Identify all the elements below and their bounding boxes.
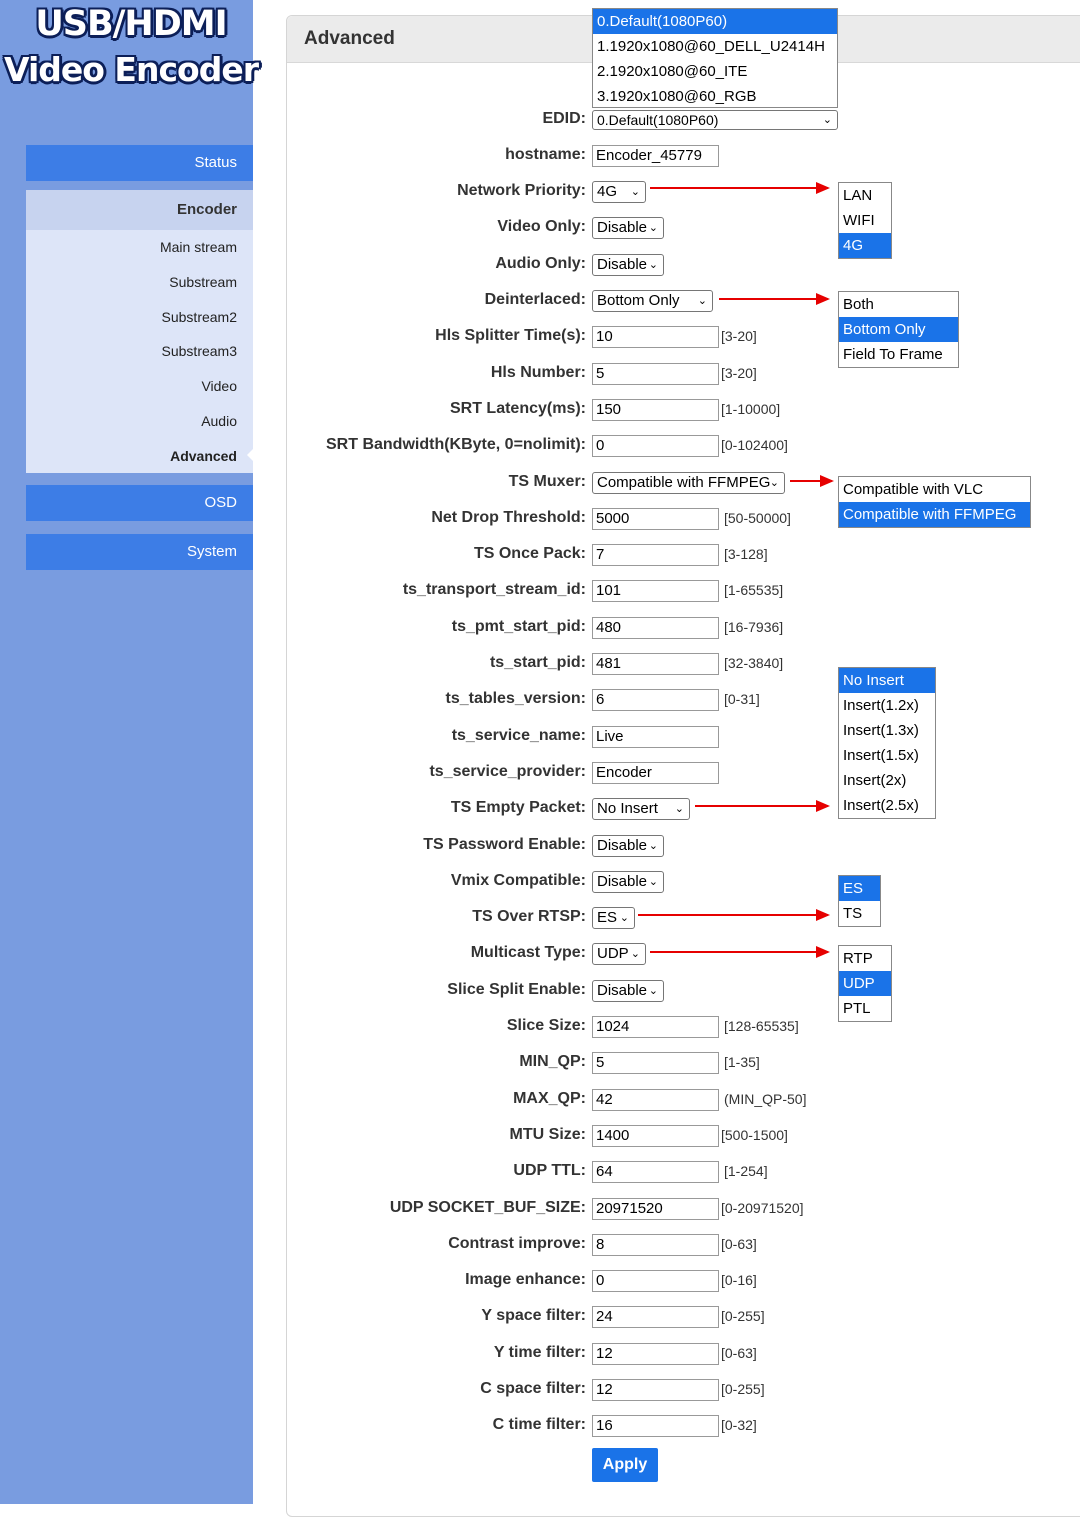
- slice-split-label: Slice Split Enable:: [447, 981, 586, 998]
- ts-once-pack-label: TS Once Pack:: [473, 545, 586, 562]
- net-drop-input[interactable]: 5000: [592, 508, 719, 530]
- ts-service-provider-label: ts_service_provider:: [429, 763, 586, 780]
- udp-ttl-range: [1-254]: [724, 1163, 768, 1179]
- image-enhance-range: [0-16]: [721, 1272, 757, 1288]
- y-time-input[interactable]: 12: [592, 1343, 719, 1365]
- hostname-label: hostname:: [505, 146, 586, 163]
- contrast-range: [0-63]: [721, 1236, 757, 1252]
- slice-split-select[interactable]: [592, 980, 664, 1002]
- active-pointer-icon: [247, 448, 254, 462]
- hls-splitter-range: [3-20]: [721, 328, 757, 344]
- edid-select[interactable]: [592, 110, 838, 130]
- max-qp-range: (MIN_QP-50]: [724, 1091, 807, 1107]
- ts-over-rtsp-value: ES: [597, 909, 618, 926]
- ts-transport-stream-id-label: ts_transport_stream_id:: [402, 581, 586, 598]
- multicast-type-dropdown: [838, 945, 892, 1022]
- empty-packet-option[interactable]: Insert(1.2x): [843, 697, 919, 714]
- nav-system[interactable]: System: [26, 534, 253, 570]
- chevron-down-icon: ⌄: [619, 912, 629, 924]
- multicast-type-label: Multicast Type:: [470, 944, 586, 961]
- hls-number-input[interactable]: 5: [592, 363, 719, 385]
- ts-pmt-start-pid-label: ts_pmt_start_pid:: [451, 618, 586, 635]
- ts-password-label: TS Password Enable:: [423, 836, 586, 853]
- red-arrow-icon: [650, 951, 828, 953]
- multicast-type-value: UDP: [597, 945, 629, 962]
- edid-label: EDID:: [542, 110, 586, 127]
- max-qp-label: MAX_QP:: [513, 1090, 586, 1107]
- nav-substream2[interactable]: Substream2: [161, 308, 237, 325]
- ts-empty-packet-label: TS Empty Packet:: [450, 799, 586, 816]
- edid-select-value: 0.Default(1080P60): [597, 112, 719, 128]
- c-space-input[interactable]: 12: [592, 1379, 719, 1401]
- empty-packet-option[interactable]: No Insert: [839, 668, 935, 693]
- hls-number-range: [3-20]: [721, 365, 757, 381]
- ts-muxer-dropdown: [838, 476, 1031, 528]
- udp-socket-buf-label: UDP SOCKET_BUF_SIZE:: [389, 1199, 586, 1216]
- chevron-down-icon: ⌄: [822, 114, 832, 126]
- audio-only-select[interactable]: [592, 254, 664, 276]
- srt-bandwidth-input[interactable]: 0: [592, 435, 719, 457]
- deinterlaced-label: Deinterlaced:: [484, 291, 586, 308]
- network-option[interactable]: LAN: [843, 187, 873, 204]
- deinterlaced-option[interactable]: Field To Frame: [843, 346, 943, 363]
- deinterlaced-value: Bottom Only: [597, 292, 680, 309]
- chevron-down-icon: ⌄: [648, 259, 658, 271]
- udp-ttl-input[interactable]: 64: [592, 1161, 719, 1183]
- network-priority-select[interactable]: [592, 181, 646, 203]
- y-time-range: [0-63]: [721, 1345, 757, 1361]
- max-qp-input[interactable]: 42: [592, 1089, 719, 1111]
- ts-start-pid-label: ts_start_pid:: [489, 654, 586, 671]
- ts-service-name-input[interactable]: Live: [592, 726, 719, 748]
- slice-split-value: Disable: [597, 982, 648, 999]
- chevron-down-icon: ⌄: [648, 985, 658, 997]
- red-arrow-icon: [719, 298, 828, 300]
- min-qp-input[interactable]: 5: [592, 1052, 719, 1074]
- udp-ttl-label: UDP TTL:: [513, 1162, 586, 1179]
- y-space-range: [0-255]: [721, 1308, 765, 1324]
- y-space-label: Y space filter:: [481, 1307, 586, 1324]
- ts-empty-packet-dropdown: [838, 667, 936, 819]
- ts-empty-packet-value: No Insert: [597, 800, 658, 817]
- multicast-option[interactable]: PTL: [843, 1000, 871, 1017]
- red-arrow-icon: [790, 480, 832, 482]
- ts-tables-version-range: [0-31]: [724, 691, 760, 707]
- ts-transport-stream-id-input[interactable]: 101: [592, 580, 719, 602]
- hls-number-label: Hls Number:: [490, 364, 586, 381]
- vmix-value: Disable: [597, 873, 648, 890]
- net-drop-range: [50-50000]: [724, 510, 791, 526]
- network-option[interactable]: WIFI: [843, 212, 875, 229]
- deinterlaced-option[interactable]: Bottom Only: [839, 317, 958, 342]
- contrast-input[interactable]: 8: [592, 1234, 719, 1256]
- chevron-down-icon: ⌄: [648, 222, 658, 234]
- nav-osd[interactable]: OSD: [26, 485, 253, 521]
- ts-password-select[interactable]: [592, 835, 664, 857]
- nav-audio[interactable]: Audio: [201, 412, 237, 429]
- ts-pmt-start-pid-input[interactable]: 480: [592, 617, 719, 639]
- video-only-value: Disable: [597, 219, 648, 236]
- chevron-down-icon: ⌄: [648, 876, 658, 888]
- audio-only-label: Audio Only:: [495, 255, 586, 272]
- min-qp-label: MIN_QP:: [519, 1053, 586, 1070]
- empty-packet-option[interactable]: Insert(2.5x): [843, 797, 919, 814]
- hostname-input[interactable]: Encoder_45779: [592, 145, 719, 167]
- rtsp-option[interactable]: ES: [839, 876, 880, 901]
- chevron-down-icon: ⌄: [648, 840, 658, 852]
- ts-over-rtsp-select[interactable]: [592, 907, 635, 929]
- ts-once-pack-range: [3-128]: [724, 546, 768, 562]
- multicast-type-select[interactable]: [592, 943, 646, 965]
- network-priority-value: 4G: [597, 183, 618, 200]
- y-time-label: Y time filter:: [493, 1344, 586, 1361]
- edid-option[interactable]: 3.1920x1080@60_RGB: [597, 88, 757, 105]
- panel-title: Advanced: [304, 28, 395, 49]
- ts-over-rtsp-dropdown: [838, 875, 881, 927]
- audio-only-value: Disable: [597, 256, 648, 273]
- ts-pmt-start-pid-range: [16-7936]: [724, 619, 784, 635]
- contrast-label: Contrast improve:: [448, 1235, 586, 1252]
- udp-socket-buf-input[interactable]: 20971520: [592, 1198, 719, 1220]
- ts-start-pid-range: [32-3840]: [724, 655, 784, 671]
- ts-muxer-value: Compatible with FFMPEG: [597, 474, 771, 491]
- nav-encoder[interactable]: Encoder: [26, 190, 253, 230]
- nav-encoder-group: [26, 190, 253, 473]
- ts-muxer-label: TS Muxer:: [508, 473, 586, 490]
- c-space-range: [0-255]: [721, 1381, 765, 1397]
- udp-socket-buf-range: [0-20971520]: [721, 1200, 804, 1216]
- chevron-down-icon: ⌄: [674, 803, 684, 815]
- c-space-label: C space filter:: [480, 1380, 586, 1397]
- chevron-down-icon: ⌄: [697, 295, 707, 307]
- red-arrow-icon: [650, 187, 828, 189]
- empty-packet-option[interactable]: Insert(1.3x): [843, 722, 919, 739]
- edid-option[interactable]: 0.Default(1080P60): [593, 9, 837, 34]
- empty-packet-option[interactable]: Insert(1.5x): [843, 747, 919, 764]
- ts-start-pid-input[interactable]: 481: [592, 653, 719, 675]
- min-qp-range: [1-35]: [724, 1054, 760, 1070]
- net-drop-label: Net Drop Threshold:: [431, 509, 586, 526]
- deinterlaced-select[interactable]: [592, 290, 713, 312]
- hls-splitter-input[interactable]: 10: [592, 326, 719, 348]
- nav-substream[interactable]: Substream: [169, 273, 237, 290]
- nav-status[interactable]: Status: [26, 145, 253, 181]
- slice-size-range: [128-65535]: [724, 1018, 799, 1034]
- mtu-size-label: MTU Size:: [509, 1126, 586, 1143]
- nav-video[interactable]: Video: [201, 378, 237, 395]
- nav-substream3[interactable]: Substream3: [161, 343, 237, 360]
- ts-tables-version-label: ts_tables_version:: [445, 690, 586, 707]
- chevron-down-icon: ⌄: [769, 477, 779, 489]
- image-enhance-input[interactable]: 0: [592, 1270, 719, 1292]
- empty-packet-option[interactable]: Insert(2x): [843, 772, 907, 789]
- sidebar: [0, 0, 258, 1504]
- hls-splitter-label: Hls Splitter Time(s):: [435, 327, 586, 344]
- c-time-range: [0-32]: [721, 1417, 757, 1433]
- video-only-label: Video Only:: [497, 218, 586, 235]
- srt-bandwidth-range: [0-102400]: [721, 437, 788, 453]
- nav-advanced[interactable]: Advanced: [170, 447, 237, 464]
- rtsp-option[interactable]: TS: [843, 905, 863, 922]
- red-arrow-icon: [638, 914, 828, 916]
- video-only-select[interactable]: [592, 217, 664, 239]
- multicast-option[interactable]: RTP: [843, 950, 873, 967]
- chevron-down-icon: ⌄: [630, 186, 640, 198]
- slice-size-label: Slice Size:: [506, 1017, 586, 1034]
- ts-transport-stream-id-range: [1-65535]: [724, 582, 784, 598]
- srt-bandwidth-label: SRT Bandwidth(KByte, 0=nolimit):: [326, 436, 586, 453]
- ts-empty-packet-select[interactable]: [592, 798, 690, 820]
- ts-service-name-label: ts_service_name:: [451, 727, 586, 744]
- ts-muxer-select[interactable]: [592, 472, 785, 494]
- c-time-label: C time filter:: [492, 1416, 586, 1433]
- srt-latency-range: [1-10000]: [721, 401, 781, 417]
- slice-size-input[interactable]: 1024: [592, 1016, 719, 1038]
- ts-muxer-option[interactable]: Compatible with FFMPEG: [839, 502, 1030, 527]
- network-priority-dropdown: [838, 182, 892, 259]
- y-space-input[interactable]: 24: [592, 1306, 719, 1328]
- vmix-label: Vmix Compatible:: [450, 872, 586, 889]
- ts-password-value: Disable: [597, 837, 648, 854]
- red-arrow-icon: [695, 805, 828, 807]
- image-enhance-label: Image enhance:: [465, 1271, 586, 1288]
- ts-over-rtsp-label: TS Over RTSP:: [472, 908, 586, 925]
- ts-muxer-option[interactable]: Compatible with VLC: [843, 481, 984, 498]
- edid-dropdown: [592, 8, 838, 108]
- network-priority-label: Network Priority:: [457, 182, 586, 199]
- logo-line2: Video Encoder: [4, 50, 258, 89]
- network-option[interactable]: 4G: [839, 233, 891, 258]
- ts-once-pack-input[interactable]: 7: [592, 544, 719, 566]
- deinterlaced-option[interactable]: Both: [843, 296, 874, 313]
- multicast-option[interactable]: UDP: [839, 971, 891, 996]
- ts-service-provider-input[interactable]: Encoder: [592, 762, 719, 784]
- chevron-down-icon: ⌄: [630, 948, 640, 960]
- apply-button[interactable]: Apply: [592, 1448, 658, 1482]
- logo-line1: USB/HDMI: [35, 4, 227, 44]
- mtu-size-range: [500-1500]: [721, 1127, 788, 1143]
- mtu-size-input[interactable]: 1400: [592, 1125, 719, 1147]
- c-time-input[interactable]: 16: [592, 1415, 719, 1437]
- edid-option[interactable]: 2.1920x1080@60_ITE: [597, 63, 748, 80]
- deinterlaced-dropdown: [838, 291, 959, 368]
- vmix-select[interactable]: [592, 871, 664, 893]
- srt-latency-input[interactable]: 150: [592, 399, 719, 421]
- srt-latency-label: SRT Latency(ms):: [449, 400, 586, 417]
- edid-option[interactable]: 1.1920x1080@60_DELL_U2414H: [597, 38, 825, 55]
- ts-tables-version-input[interactable]: 6: [592, 689, 719, 711]
- nav-main-stream[interactable]: Main stream: [159, 239, 237, 255]
